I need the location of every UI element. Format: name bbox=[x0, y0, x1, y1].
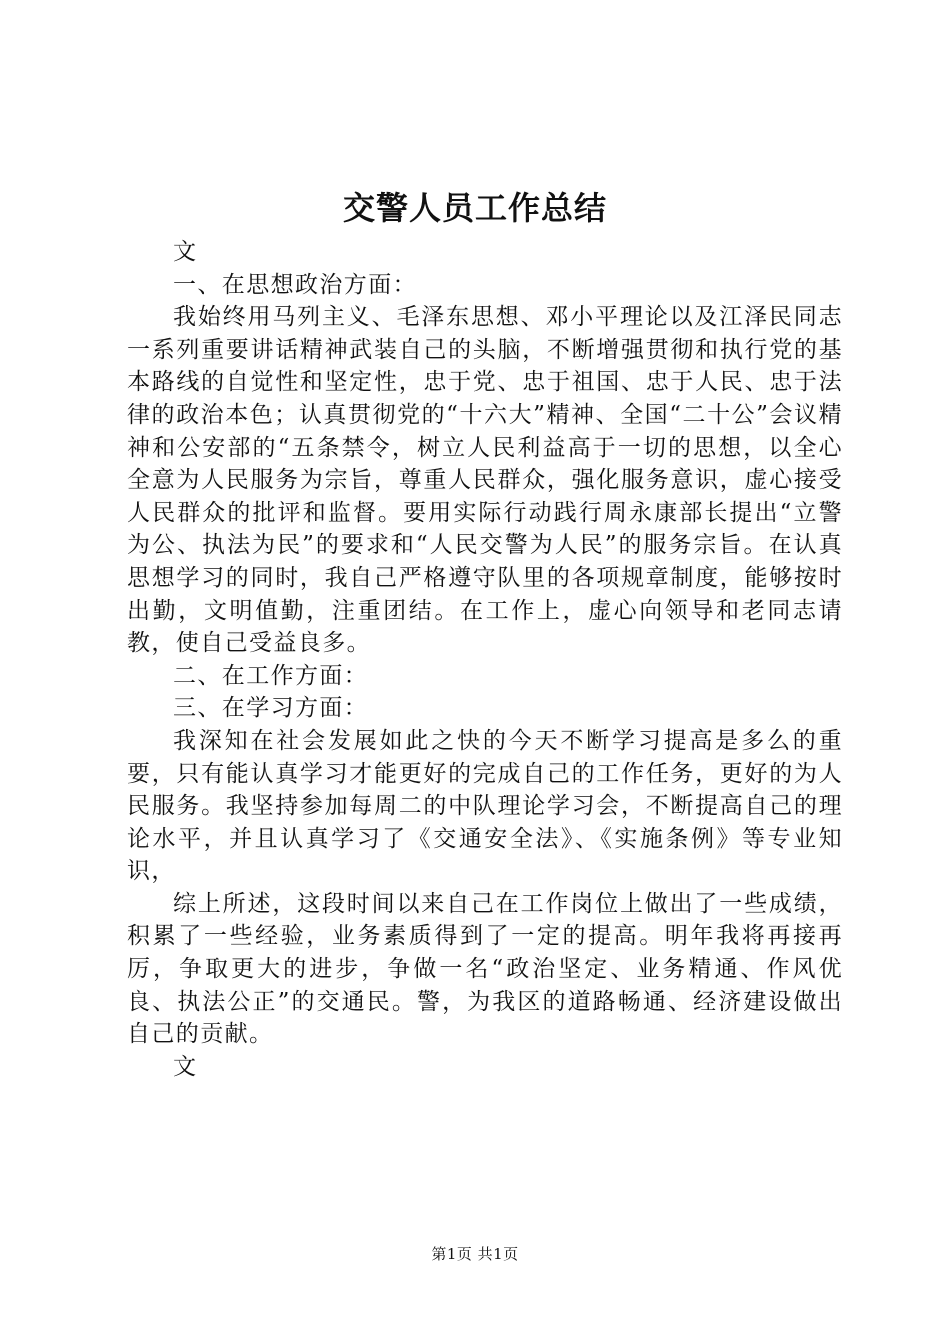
heading-work: 二、在工作方面： bbox=[173, 662, 369, 689]
heading-study: 三、在学习方面： bbox=[173, 695, 369, 722]
paragraph-political-thought: 我始终用马列主义、毛泽东思想、邓小平理论以及江泽民同志一系列重要讲话精神武装自己的头脑，不断增强贯彻和执行党的基本路线的自觉性和坚定性，忠于党、忠于祖国、忠于人民、忠于法律的政治本色；认真贯彻党的“十六大”精神、全国“二十公”会议精神和公安部的“五条禁令，树立人民利益高于一切的思想，以全心全意为人民服务为宗旨，尊重人民群众，强化服务意识，虚心接受人民群众的批评和监督。要用实际行动践行周永康部长提出“立警为公、执法为民”的要求和“人民交警为人民”的服务宗旨。在认真思想学习的同时，我自己严格遵守队里的各项规章制度，能够按时出勤，文明值勤，注重团结。在工作上，虚心向领导和老同志请教，使自己受益良多。 bbox=[127, 304, 843, 657]
paragraph-summary: 综上所述，这段时间以来自己在工作岗位上做出了一些成绩，积累了一些经验，业务素质得到了一定的提高。明年我将再接再厉，争取更大的进步，争做一名“政治坚定、业务精通、作风优良、执法公正”的交通民。警，为我区的道路畅通、经济建设做出自己的贡献。 bbox=[127, 890, 843, 1048]
paragraph-opening-mark: 文 bbox=[173, 239, 198, 265]
heading-political-thought: 一、在思想政治方面： bbox=[173, 271, 417, 298]
paragraph-closing-mark: 文 bbox=[173, 1053, 198, 1080]
paragraph-study: 我深知在社会发展如此之快的今天不断学习提高是多么的重要，只有能认真学习才能更好的完成自己的工作任务，更好的为人民服务。我坚持参加每周二的中队理论学习会，不断提高自己的理论水平，并且认真学习了《交通安全法》、《实施条例》等专业知识， bbox=[127, 727, 843, 885]
document-title: 交警人员工作总结 bbox=[342, 189, 607, 227]
document-body bbox=[127, 236, 843, 1083]
page-footer: 第1页 共1页 bbox=[431, 1245, 519, 1263]
